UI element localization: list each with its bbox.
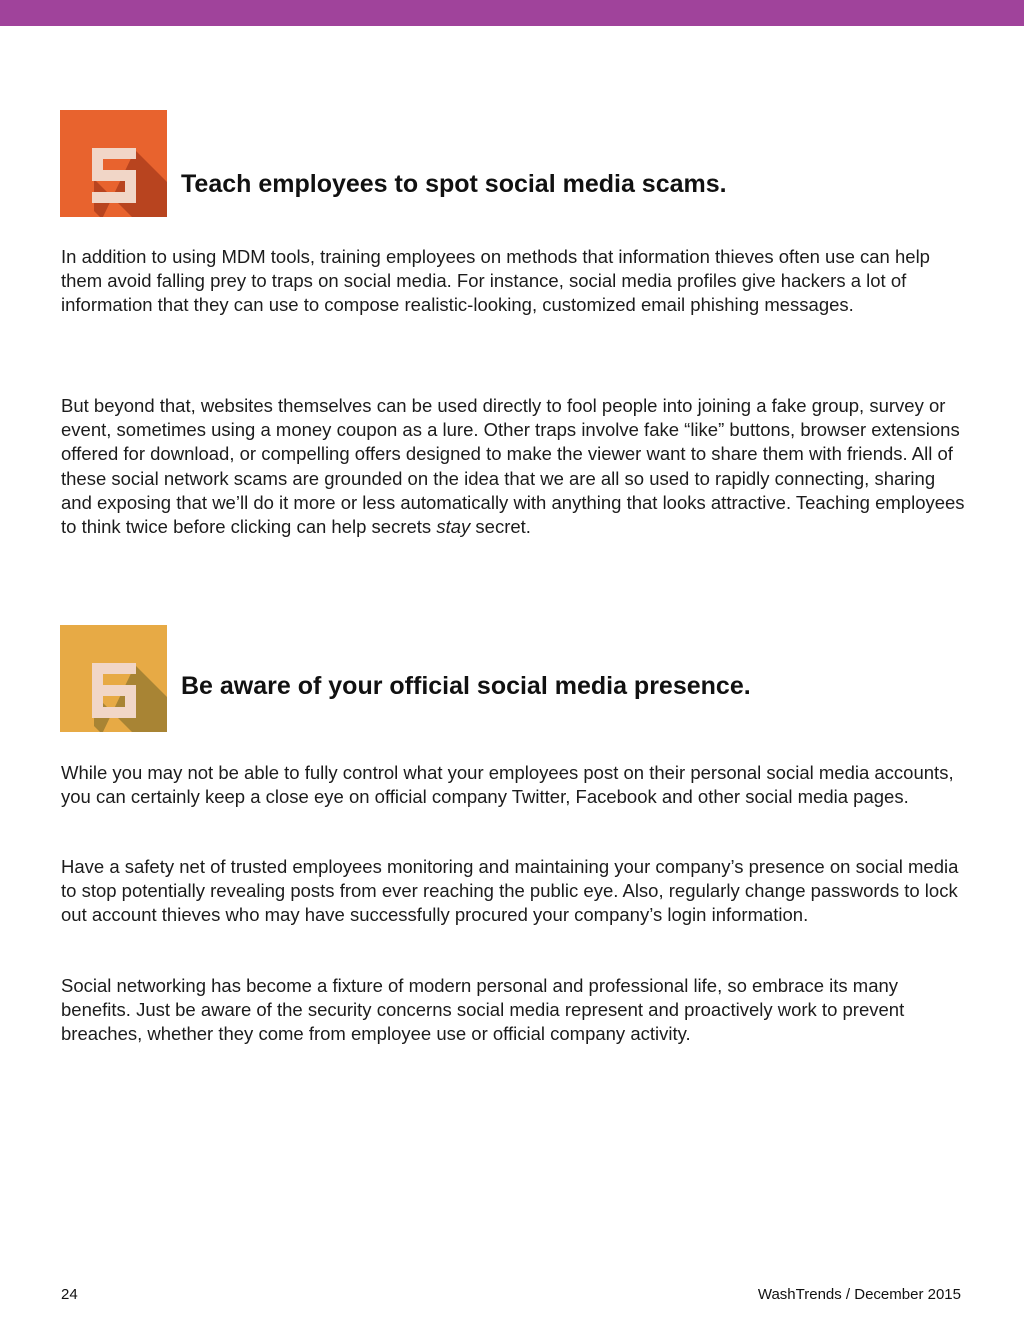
number-5-tile: [60, 110, 167, 217]
section-5-paragraph-2-tail: secret.: [470, 516, 531, 538]
section-6-paragraph-2: Have a safety net of trusted employees monitoring and maintaining your company’s presence on social media to stop potentially revealing posts from ever reaching the public eye. Also, regularly change passwords to lock out account thieves who may have successfully procured your company’s login information.: [61, 856, 959, 926]
section-5-paragraph-1: In addition to using MDM tools, training employees on methods that information thieves often use can help them avoid falling prey to traps on social media. For instance, social media profiles give hackers a lot of information that they can use to compose realistic-looking, customized email phishing messages.: [61, 246, 930, 316]
section-5-paragraph-2: [61, 394, 971, 539]
publication-footer: WashTrends / December 2015: [757, 1286, 961, 1303]
section-6-heading: Be aware of your official social media presence.: [181, 672, 751, 700]
top-color-bar: [0, 0, 1024, 26]
number-6-tile: [60, 625, 167, 732]
section-6-paragraph-1: While you may not be able to fully control what your employees post on their personal social media accounts, you can certainly keep a close eye on official company Twitter, Facebook and other social media pages.: [61, 762, 954, 808]
numeral-6-icon: [60, 625, 167, 732]
numeral-5-icon: [60, 110, 167, 217]
page-number: 24: [61, 1286, 78, 1303]
emphasis-stay: stay: [436, 516, 471, 538]
section-5-heading: Teach employees to spot social media scams.: [181, 170, 727, 198]
section-6-paragraph-3: Social networking has become a fixture of modern personal and professional life, so embrace its many benefits. Just be aware of the security concerns social media represent and proactively work to prevent breaches, whether they come from employee use or official company activity.: [61, 975, 905, 1045]
section-5-paragraph-2-text: But beyond that, websites themselves can be used directly to fool people into joining a fake group, survey or event, sometimes using a money coupon as a lure. Other traps involve fake “like” buttons, browser extensions offered for download, or compelling offers designed to make the viewer want to share them with friends. All of these social network scams are grounded on the idea that we are all so used to rapidly connecting, sharing and exposing that we’ll do it more or less automatically with anything that looks attractive. Teaching employees to think twice before clicking can help secrets: [61, 395, 965, 538]
